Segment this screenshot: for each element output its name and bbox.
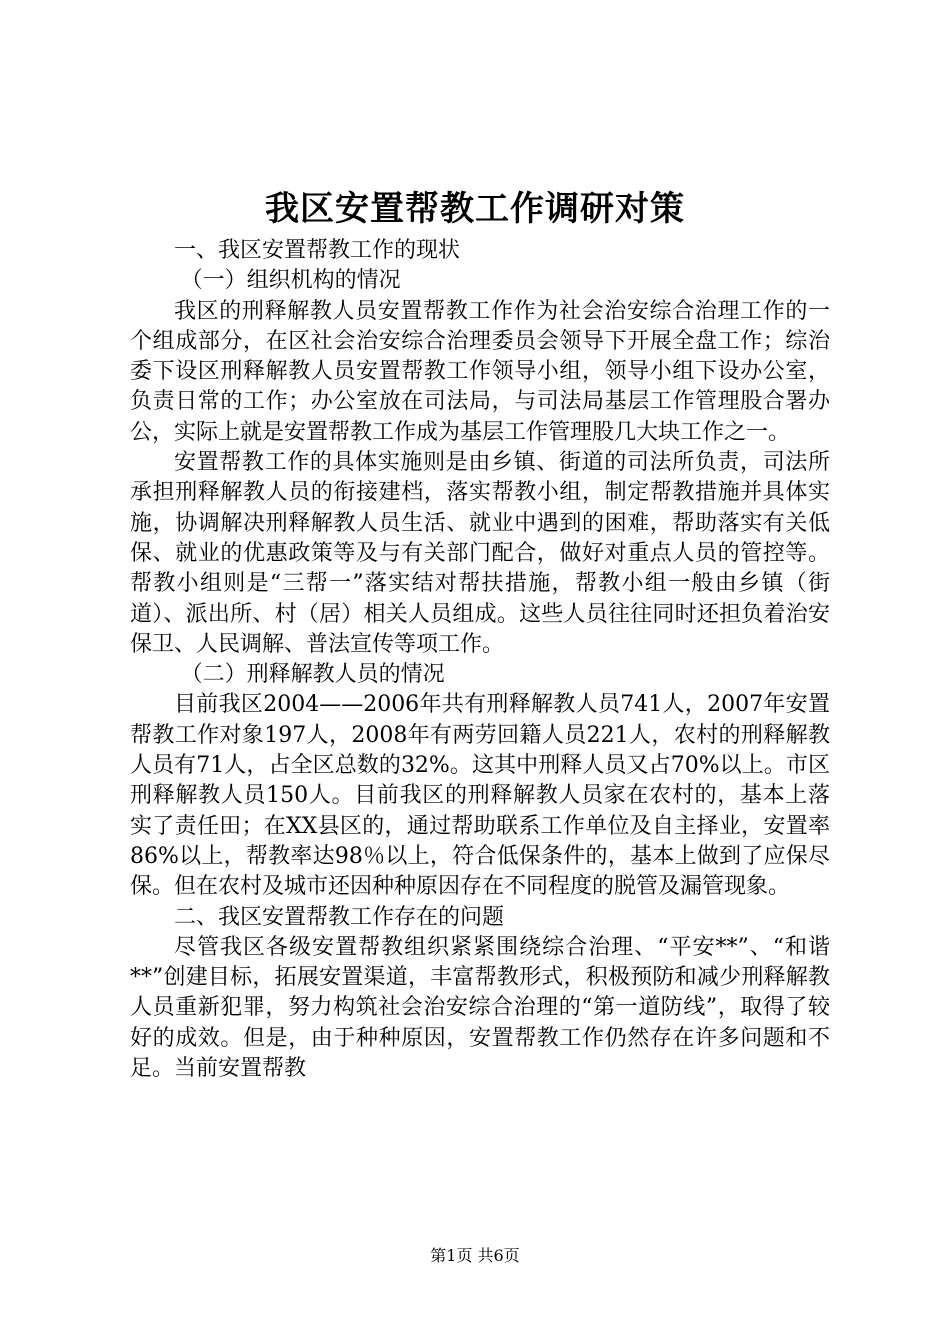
body-paragraph: 尽管我区各级安置帮教组织紧紧围绕综合治理、“平安**”、“和谐**”创建目标，拓展安置渠道，丰富帮教形式，积极预防和减少刑释解教人员重新犯罪，努力构筑社会治安综合治理的“第一道防线”，取得了较好的成效。但是，由于种种原因，安置帮教工作仍然存在许多问题和不足。当前安置帮教	[130, 934, 830, 1082]
page-footer: 第1页 共6页	[430, 1246, 520, 1265]
section-heading-1: 一、我区安置帮教工作的现状	[174, 238, 461, 263]
subsection-heading-1: （一）组织机构的情况	[180, 268, 401, 294]
subsection-heading-2: （二）刑释解教人员的情况	[180, 662, 445, 688]
page-title: 我区安置帮教工作调研对策	[265, 189, 685, 229]
body-paragraph: 我区的刑释解教人员安置帮教工作作为社会治安综合治理工作的一个组成部分，在区社会治安综合治理委员会领导下开展全盘工作；综治委下设区刑释解教人员安置帮教工作领导小组，领导小组下设办公室，负责日常的工作；办公室放在司法局，与司法局基层工作管理股合署办公，实际上就是安置帮教工作成为基层工作管理股几大块工作之一。	[130, 298, 830, 445]
document-body	[130, 236, 830, 1084]
body-paragraph: 目前我区2004——2006年共有刑释解教人员741人，2007年安置帮教工作对象197人，2008年有两劳回籍人员221人，农村的刑释解教人员有71人，占全区总数的32%。这其中刑释人员又占70%以上。市区刑释解教人员150人。目前我区的刑释解教人员家在农村的，基本上落实了责任田；在XX县区的，通过帮助联系工作单位及自主择业，安置率86%以上，帮教率达98％以上，符合低保条件的，基本上做到了应保尽保。但在农村及城市还因种种原因存在不同程度的脱管及漏管现象。	[130, 692, 830, 900]
body-paragraph: 安置帮教工作的具体实施则是由乡镇、街道的司法所负责，司法所承担刑释解教人员的衔接建档，落实帮教小组，制定帮教措施并具体实施，协调解决刑释解教人员生活、就业中遇到的困难，帮助落实有关低保、就业的优惠政策等及与有关部门配合，做好对重点人员的管控等。帮教小组则是“三帮一”落实结对帮扶措施，帮教小组一般由乡镇（街道）、派出所、村（居）相关人员组成。这些人员往往同时还担负着治安保卫、人民调解、普法宣传等项工作。	[130, 450, 830, 657]
section-heading-2: 二、我区安置帮教工作存在的问题	[174, 904, 505, 930]
